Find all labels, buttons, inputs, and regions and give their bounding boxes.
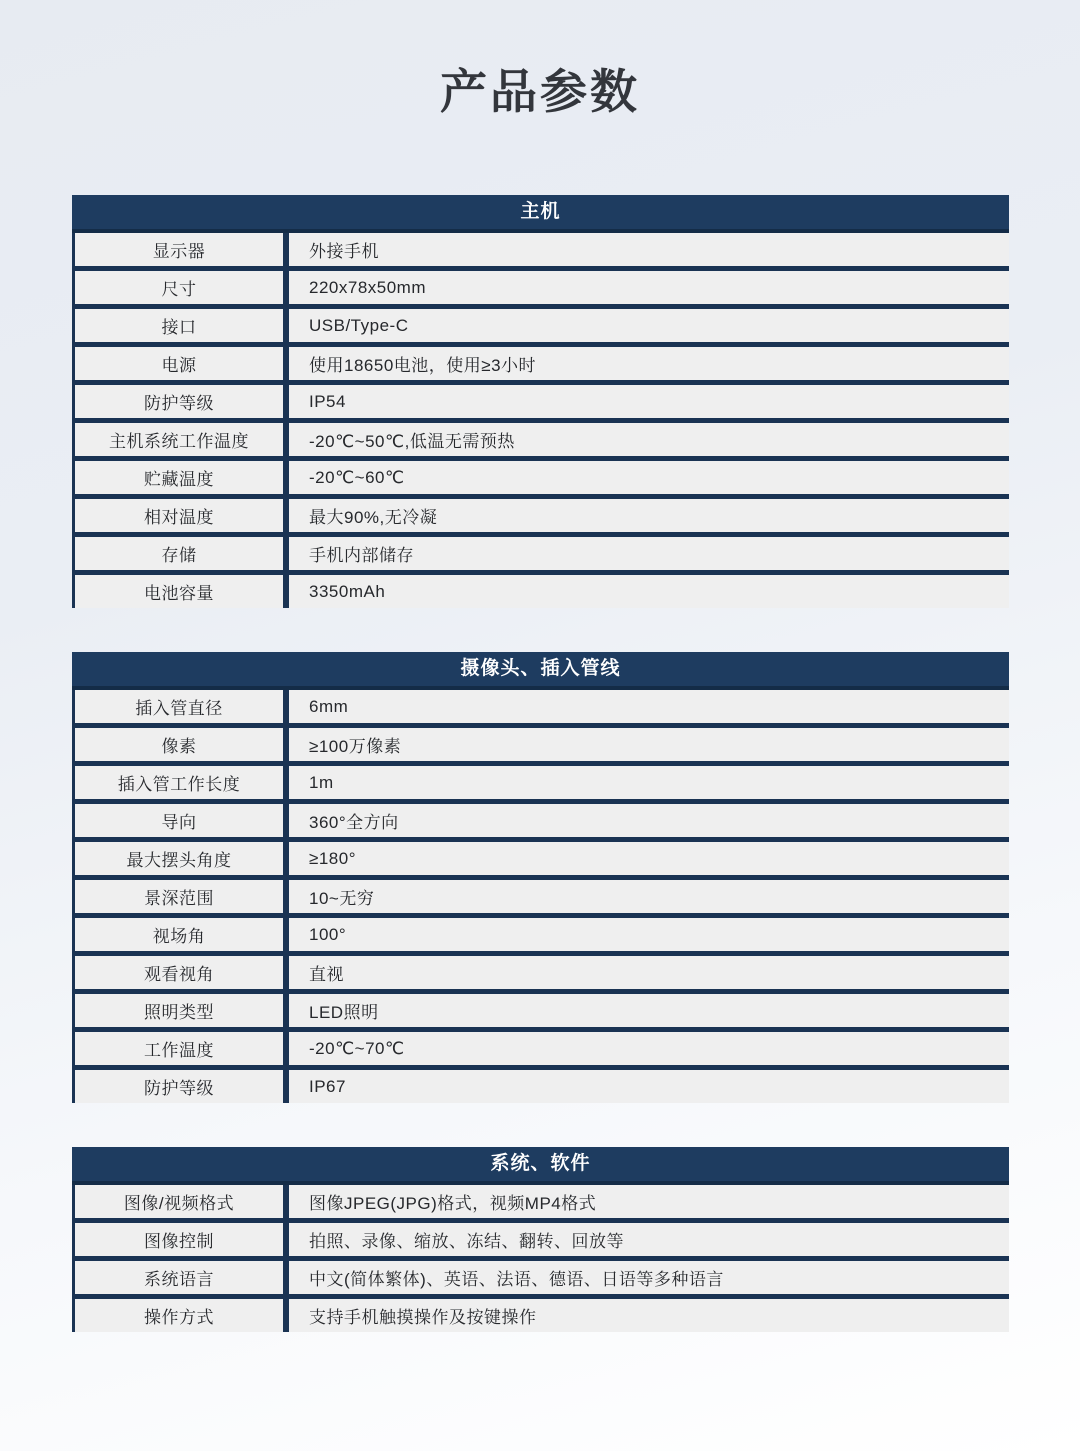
row-label: 尺寸 (161, 280, 197, 299)
spec-table (72, 1147, 1009, 1332)
row-value: -20℃~60℃ (283, 461, 1009, 494)
table-row (75, 1065, 1009, 1103)
row-value: ≥100万像素 (283, 728, 1009, 761)
row-value: ≥180° (283, 842, 1009, 875)
table-row (75, 1185, 1009, 1218)
table-row (75, 761, 1009, 799)
page-title: 产品参数 (440, 65, 640, 118)
table-row (75, 1218, 1009, 1256)
spec-table (72, 652, 1009, 1103)
row-label: 照明类型 (144, 1003, 214, 1022)
row-label: 工作温度 (144, 1041, 214, 1060)
row-value: 360°全方向 (283, 804, 1009, 837)
row-label: 像素 (161, 737, 197, 756)
row-label: 防护等级 (144, 394, 214, 413)
row-label: 视场角 (152, 927, 206, 946)
row-label: 电源 (161, 356, 197, 375)
table-row (75, 799, 1009, 837)
row-value: 手机内部储存 (283, 537, 1009, 570)
table-row (75, 951, 1009, 989)
table-row (75, 837, 1009, 875)
row-value: 1m (283, 766, 1009, 799)
table-row (75, 266, 1009, 304)
row-value: LED照明 (283, 994, 1009, 1027)
table-row (75, 494, 1009, 532)
row-value: IP67 (283, 1070, 1009, 1103)
row-label: 贮藏温度 (144, 470, 214, 489)
row-label: 防护等级 (144, 1079, 214, 1098)
row-value: 支持手机触摸操作及按键操作 (283, 1299, 1009, 1332)
row-label: 系统语言 (144, 1270, 214, 1289)
table-row (75, 1027, 1009, 1065)
row-label: 导向 (161, 813, 197, 832)
table-row (75, 342, 1009, 380)
row-value: 220x78x50mm (283, 271, 1009, 304)
row-label: 插入管直径 (135, 699, 223, 718)
row-value: 最大90%,无冷凝 (283, 499, 1009, 532)
table-row (75, 1294, 1009, 1332)
row-value: 中文(简体繁体)、英语、法语、德语、日语等多种语言 (283, 1261, 1009, 1294)
table-row (75, 532, 1009, 570)
row-value: 6mm (283, 690, 1009, 723)
table-rows (72, 1185, 1009, 1332)
row-label: 图像/视频格式 (123, 1194, 235, 1213)
table-header: 摄像头、插入管线 (72, 652, 1009, 690)
row-value: 3350mAh (283, 575, 1009, 608)
table-row (75, 380, 1009, 418)
row-value: 拍照、录像、缩放、冻结、翻转、回放等 (283, 1223, 1009, 1256)
spec-tables (0, 195, 1080, 1332)
row-value: 直视 (283, 956, 1009, 989)
row-label: 相对温度 (144, 508, 214, 527)
row-value: 使用18650电池，使用≥3小时 (283, 347, 1009, 380)
table-header: 系统、软件 (72, 1147, 1009, 1185)
table-row (75, 875, 1009, 913)
row-label: 景深范围 (144, 889, 214, 908)
row-label: 插入管工作长度 (117, 775, 241, 794)
row-label: 图像控制 (144, 1232, 214, 1251)
row-label: 观看视角 (144, 965, 214, 984)
row-value: 10~无穷 (283, 880, 1009, 913)
row-label: 主机系统工作温度 (109, 432, 249, 451)
table-rows (72, 233, 1009, 608)
row-value: USB/Type-C (283, 309, 1009, 342)
row-value: 100° (283, 918, 1009, 951)
table-row (75, 989, 1009, 1027)
table-row (75, 1256, 1009, 1294)
table-row (75, 418, 1009, 456)
row-label: 操作方式 (144, 1308, 214, 1327)
row-value: -20℃~70℃ (283, 1032, 1009, 1065)
table-row (75, 570, 1009, 608)
spec-table (72, 195, 1009, 608)
table-row (75, 690, 1009, 723)
row-label: 接口 (161, 318, 197, 337)
table-rows (72, 690, 1009, 1103)
row-value: IP54 (283, 385, 1009, 418)
row-label: 电池容量 (144, 584, 214, 603)
row-value: -20℃~50℃,低温无需预热 (283, 423, 1009, 456)
row-value: 图像JPEG(JPG)格式，视频MP4格式 (283, 1185, 1009, 1218)
row-label: 存储 (161, 546, 197, 565)
table-row (75, 304, 1009, 342)
table-row (75, 456, 1009, 494)
table-row (75, 233, 1009, 266)
row-label: 最大摆头角度 (126, 851, 232, 870)
table-row (75, 723, 1009, 761)
row-value: 外接手机 (283, 233, 1009, 266)
row-label: 显示器 (152, 242, 206, 261)
table-header: 主机 (72, 195, 1009, 233)
table-row (75, 913, 1009, 951)
